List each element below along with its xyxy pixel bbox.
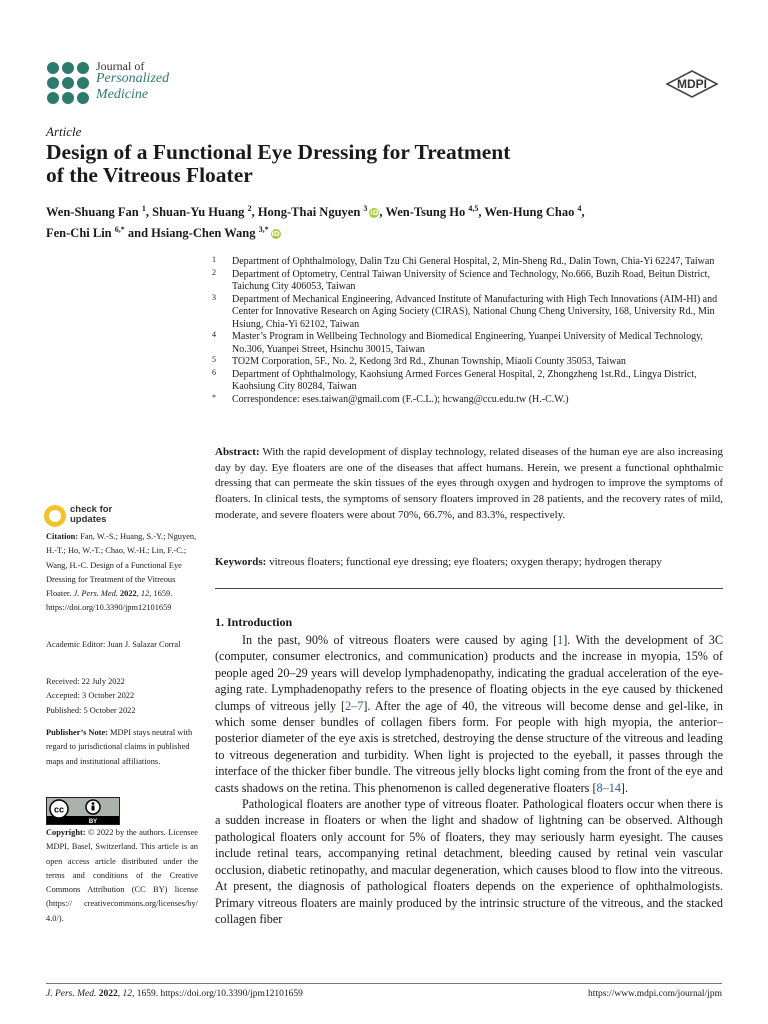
abstract — [215, 445, 723, 524]
citation-journal: J. Pers. Med. — [73, 589, 118, 599]
note-text: MDPI stays neutral with regard to jurisdictional claims in published maps and institutional affiliations. — [46, 728, 193, 766]
copyright-text: © 2022 by the authors. Licensee MDPI, Basel, Switzerland. This article is an open access article distributed under the terms and conditions of the Creative Commons Attribution (CC BY) license (https:// creativecommons.org/licenses/by/ 4.0/). — [46, 828, 198, 923]
mdpi-logo-icon — [664, 70, 720, 98]
citation-text: Fan, W.-S.; Huang, S.-Y.; Nguyen, H.-T.; Ho, W.-T.; Chao, W.-H.; Lin, F.-C.; Wang, H.-C. Design of a Functional Eye Dressing for Treatment of the Vitreous Floater. — [46, 532, 197, 599]
reference-link[interactable]: 2–7 — [345, 698, 364, 713]
section-heading: 1. Introduction — [215, 615, 293, 629]
intro-paragraph-1 — [215, 632, 723, 796]
keywords-text: vitreous floaters; functional eye dressing; eye floaters; oxygen therapy; hydrogen therapy — [269, 556, 662, 568]
svg-text:BY: BY — [88, 819, 98, 824]
author-affiliation-marker: 1 — [141, 204, 146, 213]
title-line1: Design of a Functional Eye Dressing for Treatment — [46, 140, 511, 164]
footer-journal: J. Pers. Med. — [46, 989, 97, 999]
citation-block: Citation: Fan, W.-S.; Huang, S.-Y.; Nguyen, H.-T.; Ho, W.-T.; Chao, W.-H.; Lin, F.-C.; Wang, H.-C. Design of a Functional Eye Dressing for Treatment of the Vitreous Floater. J. Pers. Med. 2022, 12, 1659. https://doi.org/10.3390/jpm12101659 — [46, 532, 197, 613]
author-affiliation-marker: 6,* — [114, 225, 125, 235]
received-date: Received: 22 July 2022 — [46, 677, 125, 686]
footer-journal-url[interactable]: https://www.mdpi.com/journal/jpm — [588, 989, 722, 999]
title-line2: of the Vitreous Floater — [46, 163, 253, 187]
affiliation-text: Department of Ophthalmology, Kaohsiung Armed Forces General Hospital, 2, Zhongzheng 1st.Rd., Lingya District, Kaohsiung City 80284, Taiwan — [232, 368, 697, 392]
check-line1: check for — [70, 504, 113, 515]
journal-name-line1: Personalized — [96, 71, 170, 86]
affiliation-item — [212, 394, 724, 407]
keywords — [215, 555, 723, 570]
journal-name-line2: Medicine — [96, 87, 149, 102]
journal-of-label: Journal of — [96, 59, 145, 73]
check-icon — [44, 505, 66, 527]
abstract-text: With the rapid development of display technology, related diseases of the human eye are also increasing day by day. Eye floaters are one of the diseases that affect humans. Herein, we present a functional ophthalmic dressing that can permeate the skin tissues of the eyes through oxygen and hydrogen to improve the symptoms of floaters. In clinical tests, the symptoms of sensory floaters improved in 28 patients, and the recovery rates of mild, moderate, and severe floaters were about 70%, 66.7%, and 83.3%, respectively. — [215, 446, 723, 521]
keywords-label: Keywords: — [215, 556, 267, 568]
copyright-label: Copyright: — [46, 828, 86, 837]
footer-volume: 12 — [122, 989, 133, 999]
text-run: ]. With the development of 3C (computer, consumer electronics, and communication) products and the increase in myopia, 15% of people aged 20–29 years will develop lymphadenopathy, indicating the gradual acceleration of the eye-aging rate. Lymphadenopathy refers to the presence of floating objects in the eye caused by thickened clumps of vitreous jelly [ — [215, 633, 723, 713]
text-run: In the past, 90% of vitreous floaters were caused by aging [ — [242, 633, 558, 647]
author-affiliation-marker: 3,* — [258, 225, 269, 235]
copyright-block — [46, 826, 198, 926]
affiliation-text: Department of Mechanical Engineering, Advanced Institute of Manufacturing with High Tech Innovations (AIM-HI) and Center for Innovative Research on Aging Society (CIRAS), National Chung Cheng University, 168, University Rd., Min Hsiung, Chia-Yi 62102, Taiwan — [232, 293, 718, 330]
text-run: ]. — [620, 780, 629, 795]
affiliation-text: Correspondence: eses.taiwan@gmail.com (F.-C.L.); hcwang@ccu.edu.tw (H.-C.W.) — [232, 393, 569, 405]
affiliation-item — [212, 331, 724, 356]
check-text — [70, 505, 112, 525]
affiliation-item — [212, 369, 724, 394]
affiliation-number: 5 — [212, 355, 216, 364]
affiliation-list — [212, 256, 724, 406]
dates-block — [46, 675, 198, 718]
author-name: Shuan-Yu Huang $^2$ — [152, 204, 252, 220]
journal-logo-icon — [47, 62, 89, 104]
reference-link[interactable]: 8–14 — [596, 780, 621, 795]
affiliation-number: 4 — [212, 330, 216, 339]
orcid-icon[interactable]: iD — [370, 209, 379, 218]
author-affiliation-marker: 4 — [577, 204, 582, 213]
author-name: Wen-Tsung Ho $^{4,5}$ — [385, 204, 479, 220]
affiliation-text: TO2M Corporation, 5F., No. 2, Kedong 3rd Rd., Zhunan Township, Miaoli County 35053, Taiwan — [232, 356, 626, 367]
citation-doi[interactable]: , 1659. https://doi.org/10.3390/jpm12101659 — [46, 589, 173, 613]
affiliation-number: 2 — [212, 267, 216, 277]
introduction-body — [215, 632, 723, 927]
reference-link[interactable]: 1 — [557, 633, 564, 647]
svg-text:MDPI: MDPI — [677, 77, 707, 91]
accepted-date: Accepted: 3 October 2022 — [46, 691, 135, 701]
check-for-updates-button[interactable] — [44, 505, 154, 527]
article-title — [46, 141, 646, 187]
author-affiliation-marker: 4,5 — [468, 204, 479, 213]
cc-badge-graphic — [47, 798, 119, 824]
author-list: Wen-Shuang Fan $^1$, Shuan-Yu Huang $^2$, Hong-Thai Nguyen $^3$iD, Wen-Tsung Ho $^{4,5}$, Wen-Hung Chao $^4$, Fen-Chi Lin $^{6,*}$ and Hsiang-Chen Wang $^{3,*}$iD — [46, 204, 585, 241]
affiliation-item — [212, 256, 724, 269]
citation-year: 2022 — [119, 589, 137, 599]
affiliation-item — [212, 294, 724, 332]
affiliation-text: Department of Ophthalmology, Dalin Tzu Chi General Hospital, 2, Min-Sheng Rd., Dalin Town, Chia-Yi 62247, Taiwan — [232, 256, 715, 267]
academic-editor: Academic Editor: Juan J. Salazar Corral — [46, 640, 181, 649]
publisher-note — [46, 726, 198, 769]
author-affiliation-marker: 2 — [247, 204, 252, 213]
affiliation-text: Department of Optometry, Central Taiwan University of Science and Technology, No.666, Buzih Road, Beitun District, Taichung City 406053, Taiwan — [232, 268, 710, 292]
affiliation-number: 6 — [212, 367, 216, 377]
author-name: Hsiang-Chen Wang $^{3,*}$ — [151, 225, 269, 241]
cc-by-license-icon[interactable] — [46, 797, 120, 825]
text-run: ]. After the age of 40, the vitreous will become dense and gel-like, in which some denser bundles of collagen fibers form. For people with high myopia, the anterior–posterior diameter of the eye axis is stretched, destroying the dense structure of the vitreous and leading to vitreous degeneration and turbidity. When light is projected to the eyeball, it passes through the interface of the thicker fiber bundle. The vitreous jelly blocks light coming from the front of the eye and casts shadows on the retina. This phenomenon is called degenerative floaters [ — [215, 698, 723, 795]
author-affiliation-marker: 3 — [363, 204, 368, 213]
article-type: Article — [46, 124, 82, 139]
journal-name — [96, 71, 169, 103]
published-date: Published: 5 October 2022 — [46, 705, 136, 715]
affiliation-number: * — [212, 392, 216, 402]
orcid-icon[interactable]: iD — [271, 230, 280, 239]
affiliation-item — [212, 356, 724, 369]
citation-label: Citation: — [46, 532, 79, 541]
author-name: Fen-Chi Lin $^{6,*}$ — [46, 225, 125, 241]
section-divider — [215, 588, 723, 589]
citation-volume: 12 — [140, 589, 150, 599]
footer-citation: J. Pers. Med. 2022, 12, 1659. https://doi.org/10.3390/jpm12101659 — [46, 989, 303, 999]
svg-text:cc: cc — [53, 804, 65, 815]
intro-paragraph-2: Pathological floaters are another type of vitreous floater. Pathological floaters occur when there is a sudden increase in floaters or when the light and shadow of lightning can be observed. Although pathological floaters only account for 5% of floaters, they may seriously harm eyesight. The causes include retinal tears, accompanying retinal detachment, bleeding caused by retinal vein vascular occlusion, diabetic retinopathy, and macular degeneration, which causes blood to flow into the vitreous. At present, the diagnosis of pathological floaters depends on the experience of ophthalmologists. Primary vitreous floaters are mainly produced by the intrinsic structure of the vitreous, and the stacked collagen fiber — [215, 797, 723, 926]
affiliation-item — [212, 269, 724, 294]
author-name: Wen-Hung Chao $^4$ — [484, 204, 582, 220]
footer-divider — [46, 983, 722, 984]
abstract-label: Abstract: — [215, 446, 260, 458]
affiliation-number: 3 — [212, 292, 216, 302]
author-name: Hong-Thai Nguyen $^3$ — [257, 204, 368, 220]
affiliation-number: 1 — [212, 255, 216, 264]
check-line2: updates — [70, 514, 107, 525]
note-label: Publisher’s Note: — [46, 728, 108, 737]
author-name: Wen-Shuang Fan $^1$ — [46, 204, 146, 220]
footer-doi-link[interactable]: , 1659. https://doi.org/10.3390/jpm12101659 — [132, 989, 303, 999]
affiliation-text: Master’s Program in Wellbeing Technology and Biomedical Engineering, Yuanpei University of Medical Technology, No.306, Yuanpei Street, Hsinchu 30015, Taiwan — [232, 331, 703, 355]
footer-year: 2022 — [98, 989, 118, 999]
